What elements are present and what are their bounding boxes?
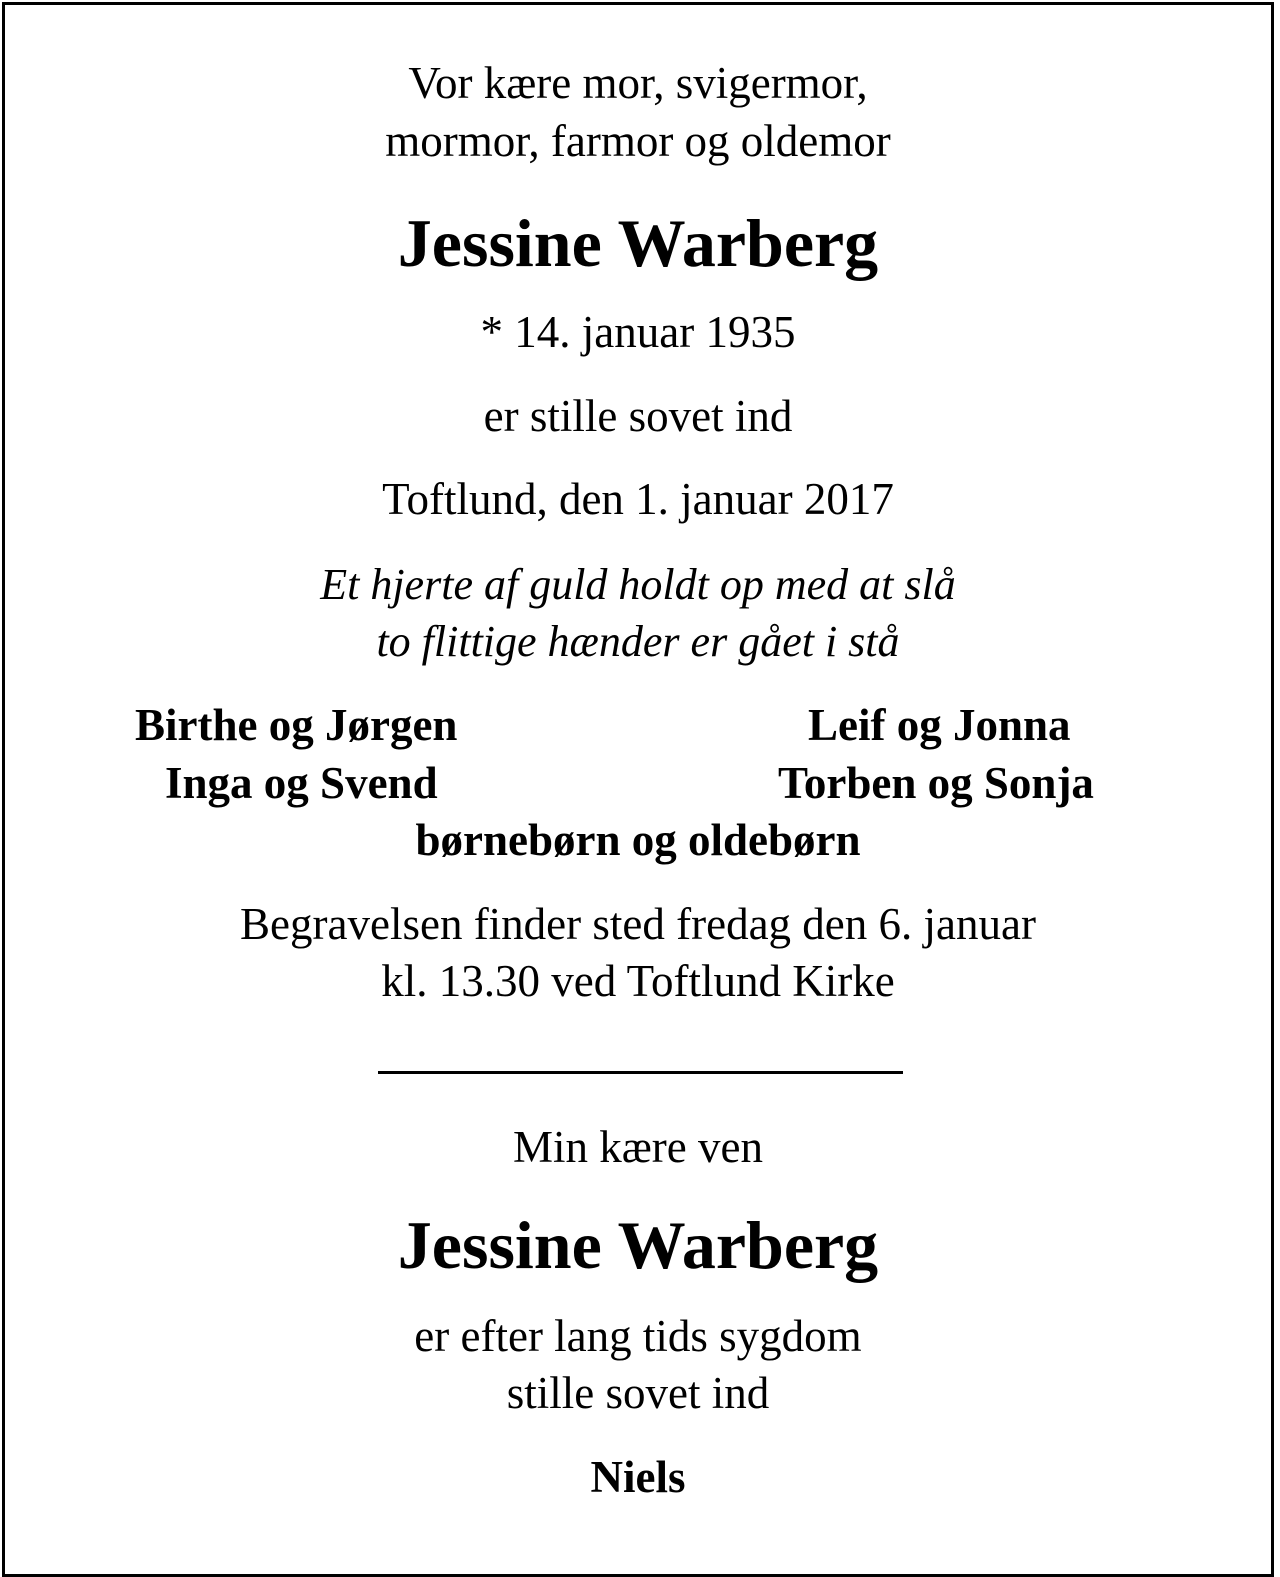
- verse-line-1: Et hjerte af guld holdt op med at slå: [320, 560, 956, 609]
- place-and-date: Toftlund, den 1. januar 2017: [382, 474, 894, 524]
- friend-intro: Min kære ven: [513, 1122, 763, 1172]
- family-footer: børnebørn og oldebørn: [415, 815, 861, 865]
- intro-line-1: Vor kære mor, svigermor,: [408, 58, 868, 108]
- family-left-1: Birthe og Jørgen: [135, 700, 458, 750]
- intro-line-2: mormor, farmor og oldemor: [385, 116, 891, 166]
- family-left-2: Inga og Svend: [165, 758, 438, 808]
- message-line-1: er efter lang tids sygdom: [414, 1311, 862, 1361]
- divider-line: [378, 1071, 903, 1074]
- funeral-line-1: Begravelsen finder sted fredag den 6. januar: [240, 899, 1036, 949]
- obituary-notice: [2, 2, 1274, 1577]
- deceased-name-2: Jessine Warberg: [397, 1207, 879, 1283]
- birth-date: * 14. januar 1935: [480, 307, 796, 357]
- signature: Niels: [590, 1452, 686, 1502]
- deceased-name: Jessine Warberg: [397, 205, 879, 281]
- family-right-1: Leif og Jonna: [808, 700, 1071, 750]
- funeral-line-2: kl. 13.30 ved Toftlund Kirke: [381, 956, 895, 1006]
- family-right-2: Torben og Sonja: [778, 758, 1094, 808]
- passed-away-text: er stille sovet ind: [483, 391, 793, 441]
- verse-line-2: to flittige hænder er gået i stå: [376, 617, 900, 666]
- message-line-2: stille sovet ind: [506, 1368, 770, 1418]
